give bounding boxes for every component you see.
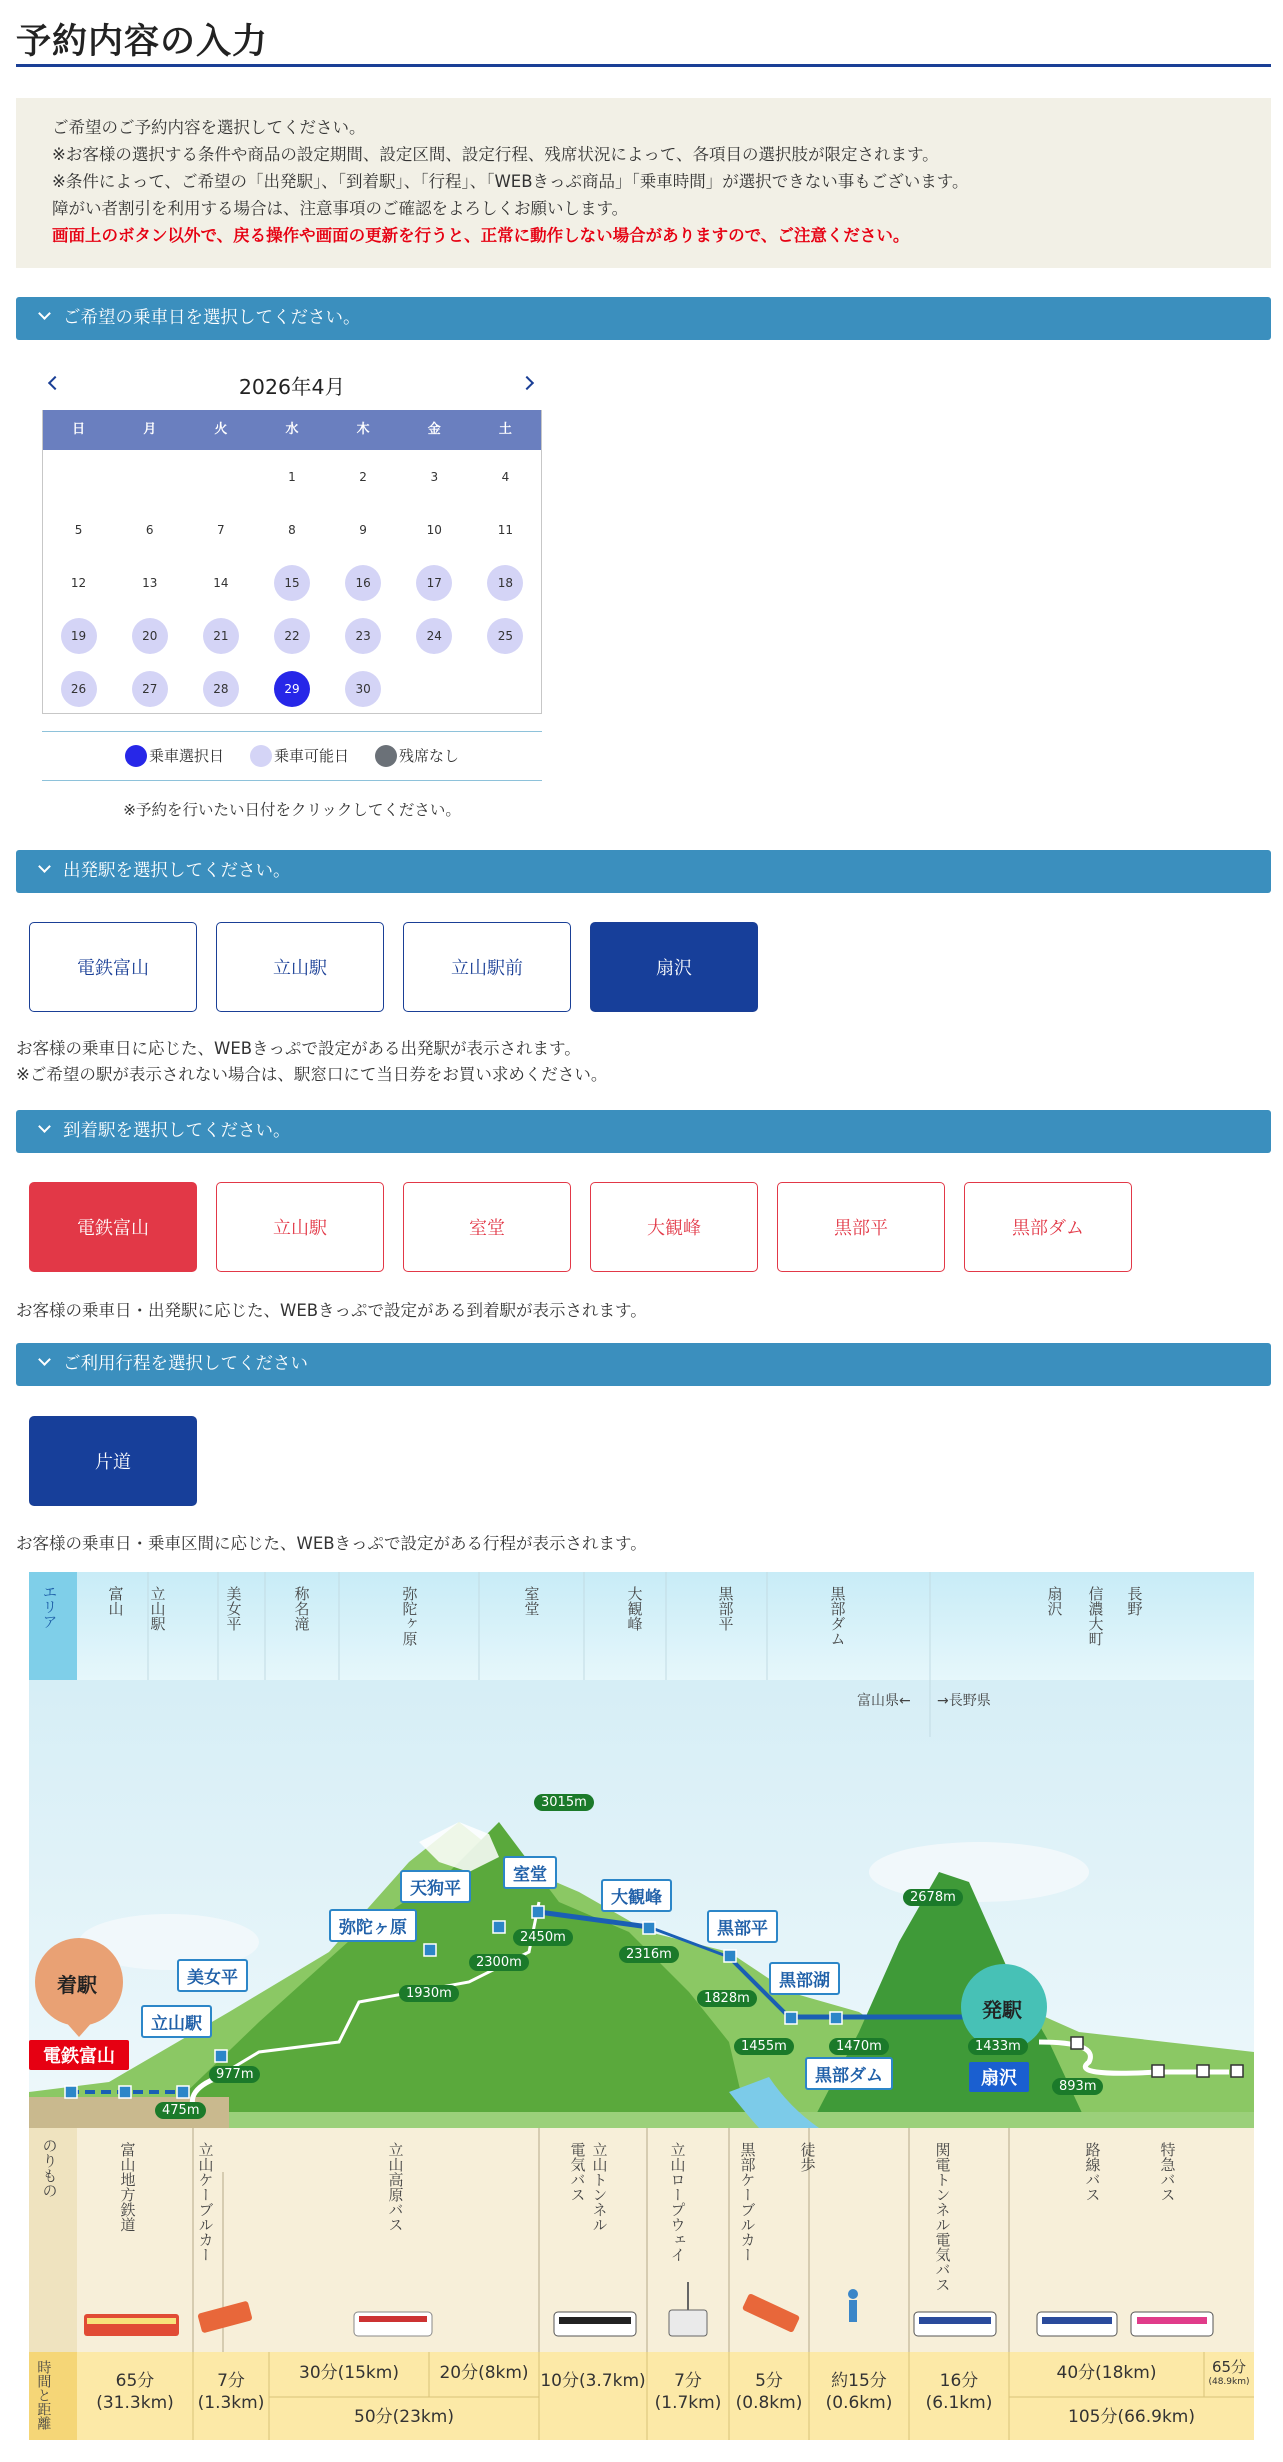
calendar-day xyxy=(114,503,185,556)
station-label: 立山駅 xyxy=(141,2005,212,2038)
area-name: 立山駅 xyxy=(148,1586,167,1631)
area-name: 信濃大町 xyxy=(1086,1586,1105,1646)
arrival-button[interactable]: 黒部ダム xyxy=(964,1182,1132,1272)
vehicle-name: 電気バス xyxy=(568,2142,587,2202)
chevron-down-icon xyxy=(38,307,51,320)
arrival-button-selected[interactable]: 電鉄富山 xyxy=(29,1182,197,1272)
altitude-badge: 1455m xyxy=(734,2038,794,2055)
soldout-dot-icon xyxy=(375,745,397,767)
altitude-badge: 1930m xyxy=(399,1985,459,2002)
calendar-day-available[interactable] xyxy=(328,609,399,662)
altitude-badge: 1433m xyxy=(968,2038,1028,2055)
calendar-day xyxy=(256,450,327,503)
time-cell: 30分(15km) xyxy=(299,2363,399,2383)
station-label: 天狗平 xyxy=(400,1870,471,1903)
vehicle-name: 立山ロープウェイ xyxy=(668,2142,687,2262)
area-name: 称名滝 xyxy=(292,1586,311,1631)
time-cell: 7分(1.3km) xyxy=(197,2371,265,2413)
weekday: 金 xyxy=(427,422,441,437)
notice-warning: 画面上のボタン以外で、戻る操作や画面の更新を行うと、正常に動作しない場合がありますので、ご注意ください。 xyxy=(52,226,910,245)
selected-dot-icon xyxy=(125,745,147,767)
altitude-badge: 893m xyxy=(1052,2078,1103,2095)
note-line: お客様の乗車日・乗車区間に応じた、WEBきっぷで設定がある行程が表示されます。 xyxy=(16,1534,647,1553)
calendar-day-available[interactable] xyxy=(114,609,185,662)
vehicle-name: 立山トンネル xyxy=(590,2142,609,2232)
calendar-day-number: 26 xyxy=(61,671,97,707)
time-cell: 10分(3.7km) xyxy=(540,2371,646,2391)
calendar-day xyxy=(185,503,256,556)
calendar-day-available[interactable] xyxy=(328,662,399,715)
time-cell: 約15分(0.6km) xyxy=(825,2371,893,2413)
weekday: 木 xyxy=(356,422,370,437)
legend-available xyxy=(250,745,349,768)
calendar-grid xyxy=(43,450,541,715)
notice-box xyxy=(16,98,1271,268)
calendar-day xyxy=(114,556,185,609)
arrival-button[interactable]: 黒部平 xyxy=(777,1182,945,1272)
arrival-section-title: 到着駅を選択してください。 xyxy=(63,1121,291,1141)
arrival-button[interactable]: 立山駅 xyxy=(216,1182,384,1272)
route-map-illustration xyxy=(29,1572,1254,2440)
departure-notes xyxy=(16,1036,607,1088)
calendar-weekdays xyxy=(43,410,541,450)
calendar-day-number: 5 xyxy=(74,522,83,537)
legend-soldout xyxy=(375,745,459,768)
departure-section-header[interactable] xyxy=(16,850,1271,893)
calendar-day-number: 20 xyxy=(132,618,168,654)
date-section-header[interactable] xyxy=(16,297,1271,340)
available-dot-icon xyxy=(250,745,272,767)
notice-line: ご希望のご予約内容を選択してください。 xyxy=(52,118,366,137)
time-row-label: 時間と距離 xyxy=(35,2360,52,2430)
vehicle-name: 徒歩 xyxy=(798,2142,817,2172)
altitude-badge: 1828m xyxy=(697,1990,757,2007)
calendar-day-number: 14 xyxy=(213,575,229,590)
calendar-day-selected[interactable] xyxy=(256,662,327,715)
arrival-button[interactable]: 大観峰 xyxy=(590,1182,758,1272)
calendar-day xyxy=(328,503,399,556)
altitude-badge: 2678m xyxy=(903,1889,963,1906)
vehicle-name: 特急バス xyxy=(1158,2142,1177,2202)
time-cell: 16分(6.1km) xyxy=(925,2371,993,2413)
calendar-day-number: 28 xyxy=(203,671,239,707)
calendar-day-available[interactable] xyxy=(470,556,541,609)
weekday: 日 xyxy=(72,422,86,437)
prefecture-left: 富山県← xyxy=(857,1693,911,1709)
calendar-day-number: 22 xyxy=(274,618,310,654)
calendar-day-number: 13 xyxy=(142,575,158,590)
calendar-empty-cell xyxy=(114,450,185,503)
calendar-day-number: 23 xyxy=(345,618,381,654)
calendar-header xyxy=(42,366,542,406)
note-line: ※ご希望の駅が表示されない場合は、駅窓口にて当日券をお買い求めください。 xyxy=(16,1065,608,1084)
area-name: 美女平 xyxy=(224,1586,243,1631)
area-name: 黒部ダム xyxy=(828,1586,847,1646)
terminal-arrival: 電鉄富山 xyxy=(29,2040,129,2070)
notice-line: ※お客様の選択する条件や商品の設定期間、設定区間、設定行程、残席状況によって、各項目の選択肢が限定されます。 xyxy=(52,145,939,164)
altitude-badge: 3015m xyxy=(534,1794,594,1811)
vehicle-name: 黒部ケーブルカー xyxy=(738,2142,757,2262)
calendar-note: ※予約を行いたい日付をクリックしてください。 xyxy=(123,801,461,819)
calendar-day-number: 27 xyxy=(132,671,168,707)
calendar-day-number: 19 xyxy=(61,618,97,654)
area-name: 富山 xyxy=(106,1586,125,1616)
weekday: 土 xyxy=(498,422,512,437)
calendar-day-available[interactable] xyxy=(256,609,327,662)
calendar-day-number: 18 xyxy=(487,565,523,601)
time-cell: 50分(23km) xyxy=(354,2407,454,2427)
calendar-day xyxy=(256,503,327,556)
calendar-day-available[interactable] xyxy=(114,662,185,715)
calendar-day xyxy=(399,503,470,556)
prefecture-right: →長野県 xyxy=(937,1693,991,1709)
vehicle-name: 立山ケーブルカー xyxy=(196,2142,215,2262)
calendar-day-number: 29 xyxy=(274,671,310,707)
legend-label: 乗車可能日 xyxy=(273,746,349,765)
calendar-day-available[interactable] xyxy=(328,556,399,609)
arrival-button[interactable]: 室堂 xyxy=(403,1182,571,1272)
calendar-day-number: 30 xyxy=(345,671,381,707)
area-name: 弥陀ヶ原 xyxy=(400,1586,419,1646)
calendar-day xyxy=(43,556,114,609)
calendar-day-number: 12 xyxy=(70,575,87,590)
station-label: 室堂 xyxy=(503,1856,557,1889)
area-name: 長野 xyxy=(1125,1586,1144,1616)
arrival-buttons xyxy=(0,1182,1283,1274)
calendar-day-available[interactable] xyxy=(399,609,470,662)
vehicle-name: 富山地方鉄道 xyxy=(118,2142,137,2232)
time-cell: 20分(8km) xyxy=(439,2363,529,2383)
calendar-day xyxy=(470,450,541,503)
notice-line: ※条件によって、ご希望の「出発駅」、「到着駅」、「行程」、「WEBきっぷ商品」「乗車時間」が選択できない事もございます。 xyxy=(52,172,969,191)
time-cell: 5分(0.8km) xyxy=(735,2371,803,2413)
altitude-badge: 977m xyxy=(209,2066,260,2083)
calendar-day-available[interactable] xyxy=(43,662,114,715)
altitude-badge: 2450m xyxy=(513,1929,573,1946)
area-name: 室堂 xyxy=(522,1586,541,1616)
time-cell: (48.9km) xyxy=(1208,2377,1250,2387)
time-cell: 65分 xyxy=(1211,2358,1247,2376)
departure-section-title: 出発駅を選択してください。 xyxy=(63,861,291,881)
vehicle-row-label: のりもの xyxy=(40,2138,59,2198)
calendar-day-number: 2 xyxy=(359,469,367,484)
arrival-section-header[interactable] xyxy=(16,1110,1271,1153)
altitude-badge: 2300m xyxy=(469,1954,529,1971)
calendar-day-number: 6 xyxy=(145,522,154,537)
page-title: 予約内容の入力 xyxy=(16,22,269,62)
station-label: 黒部湖 xyxy=(769,1962,840,1995)
station-label: 大観峰 xyxy=(601,1879,672,1912)
altitude-badge: 475m xyxy=(155,2102,206,2119)
depart-badge: 発駅 xyxy=(982,1998,1022,2022)
calendar-legend xyxy=(42,731,542,781)
calendar-empty-cell xyxy=(185,450,256,503)
arrival-notes xyxy=(16,1298,647,1324)
area-name: 大観峰 xyxy=(625,1586,644,1631)
calendar-day xyxy=(43,503,114,556)
calendar-day xyxy=(328,450,399,503)
chevron-down-icon xyxy=(38,1120,51,1133)
calendar-day-available[interactable] xyxy=(470,609,541,662)
itinerary-section-header[interactable] xyxy=(16,1343,1271,1386)
departure-buttons xyxy=(0,922,1283,1014)
departure-button[interactable]: 立山駅前 xyxy=(403,922,571,1012)
calendar-day-number: 4 xyxy=(501,469,510,484)
calendar-month: 2026年4月 xyxy=(238,375,346,399)
calendar-day-number: 10 xyxy=(426,522,442,537)
calendar-day-number: 21 xyxy=(203,618,239,654)
departure-button[interactable]: 電鉄富山 xyxy=(29,922,197,1012)
note-line: お客様の乗車日・出発駅に応じた、WEBきっぷで設定がある到着駅が表示されます。 xyxy=(16,1301,647,1320)
vehicle-name: 関電トンネル電気バス xyxy=(933,2142,952,2292)
calendar-day-number: 15 xyxy=(274,565,310,601)
station-label: 黒部平 xyxy=(707,1910,778,1943)
itinerary-notes xyxy=(16,1531,647,1557)
calendar-day-number: 17 xyxy=(416,565,452,601)
station-label: 美女平 xyxy=(177,1959,248,1992)
calendar-day-available[interactable] xyxy=(256,556,327,609)
departure-button-selected[interactable]: 扇沢 xyxy=(590,922,758,1012)
calendar-day xyxy=(399,450,470,503)
calendar-day-number: 11 xyxy=(497,522,514,537)
time-cell: 7分(1.7km) xyxy=(654,2371,722,2413)
arrive-badge: 着駅 xyxy=(57,1973,97,1997)
calendar-day-available[interactable] xyxy=(399,556,470,609)
departure-button[interactable]: 立山駅 xyxy=(216,922,384,1012)
weekday: 火 xyxy=(214,422,228,437)
itinerary-button-selected[interactable]: 片道 xyxy=(29,1416,197,1506)
area-name: 黒部平 xyxy=(716,1586,735,1631)
calendar-day-number: 8 xyxy=(288,522,296,537)
legend-label: 残席なし xyxy=(399,746,460,765)
station-label: 黒部ダム xyxy=(805,2057,893,2090)
vehicle-name: 路線バス xyxy=(1083,2142,1102,2202)
chevron-down-icon xyxy=(38,860,51,873)
time-cell: 65分(31.3km) xyxy=(96,2371,174,2413)
calendar-day-number: 9 xyxy=(359,522,367,537)
route-map xyxy=(29,1572,1254,2440)
date-section-title: ご希望の乗車日を選択してください。 xyxy=(63,308,361,328)
calendar-day-available[interactable] xyxy=(185,662,256,715)
chevron-down-icon xyxy=(38,1353,51,1366)
station-label: 弥陀ヶ原 xyxy=(329,1909,417,1942)
calendar xyxy=(42,410,542,714)
area-name: 扇沢 xyxy=(1045,1586,1064,1616)
weekday: 水 xyxy=(285,422,299,437)
weekday: 月 xyxy=(143,422,157,437)
note-line: お客様の乗車日に応じた、WEBきっぷで設定がある出発駅が表示されます。 xyxy=(16,1039,581,1058)
calendar-day-number: 16 xyxy=(345,565,381,601)
title-underline xyxy=(16,64,1271,67)
altitude-badge: 1470m xyxy=(829,2038,889,2055)
area-label: エリア xyxy=(40,1584,59,1629)
calendar-day-number: 24 xyxy=(416,618,452,654)
time-cell: 40分(18km) xyxy=(1056,2363,1157,2383)
calendar-day xyxy=(185,556,256,609)
legend-selected xyxy=(125,745,224,768)
next-month-button[interactable] xyxy=(520,372,542,394)
calendar-day-number: 1 xyxy=(288,469,296,484)
altitude-badge: 2316m xyxy=(619,1946,679,1963)
chevron-right-icon xyxy=(520,376,534,390)
calendar-day-number: 3 xyxy=(430,469,439,484)
calendar-day-available[interactable] xyxy=(185,609,256,662)
vehicle-name: 立山高原バス xyxy=(386,2142,405,2232)
calendar-day-number: 7 xyxy=(217,522,225,537)
itinerary-section-title: ご利用行程を選択してください xyxy=(63,1354,308,1374)
calendar-empty-cell xyxy=(43,450,114,503)
terminal-departure: 扇沢 xyxy=(969,2062,1029,2092)
itinerary-buttons xyxy=(0,1416,1283,1508)
time-cell: 105分(66.9km) xyxy=(1068,2407,1195,2427)
calendar-day xyxy=(470,503,541,556)
calendar-day-number: 25 xyxy=(487,618,523,654)
notice-line: 障がい者割引を利用する場合は、注意事項のご確認をよろしくお願いします。 xyxy=(52,199,629,218)
legend-label: 乗車選択日 xyxy=(148,746,224,765)
calendar-day-available[interactable] xyxy=(43,609,114,662)
